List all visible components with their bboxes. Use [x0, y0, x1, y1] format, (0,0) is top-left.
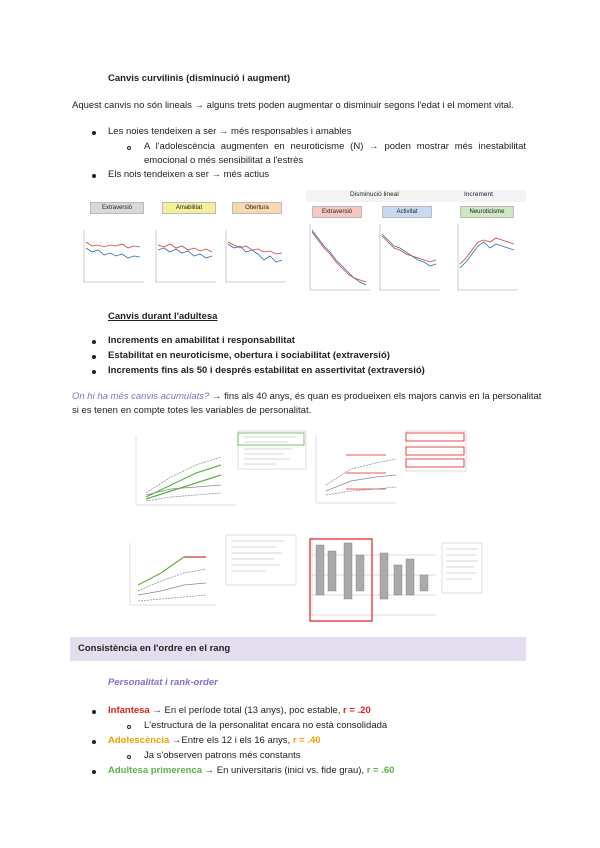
rank-item-childhood — [108, 704, 371, 718]
group-title-increase: Increment — [464, 191, 493, 198]
bullet-dot — [92, 340, 96, 344]
label-neuroticism: Neuroticisme — [460, 206, 514, 218]
heading-adulthood: Canvis durant l'adultesa — [108, 311, 218, 322]
rank-item-early-adulthood — [108, 764, 394, 778]
subheading-rank-order: Personalitat i rank-order — [108, 677, 218, 688]
group-title-decrease: Disminució lineal — [350, 191, 399, 198]
section-title: Consistència en l'ordre en el rang — [78, 643, 231, 654]
bullet-girls: Les noies tendeixen a ser → més responsables i amables — [108, 126, 352, 137]
rank-sub-adolescence: Ja s'observen patrons més constants — [144, 750, 301, 761]
bullet-dot — [92, 131, 96, 135]
bullet-adult-2: Estabilitat en neuroticisme, obertura i sociabilitat (extraversió) — [108, 350, 390, 361]
intro-paragraph: Aquest canvis no són lineals → alguns trets poden augmentar o disminuir segons l'edat i el moment vital. — [72, 100, 514, 111]
rank-label-childhood: Infantesa — [108, 705, 150, 716]
rank-sub-childhood: L'estructura de la personalitat encara no està consolidada — [144, 720, 388, 731]
label-openness: Obertura — [232, 202, 282, 214]
sub-bullet-circle — [127, 146, 131, 150]
figure-cumulative-changes — [116, 425, 486, 635]
bullet-adult-1: Increments en amabilitat i responsabilitat — [108, 335, 295, 346]
bullet-boys: Els nois tendeixen a ser → més actius — [108, 169, 270, 180]
rank-r-childhood: r = .20 — [343, 705, 371, 716]
bullet-dot — [92, 740, 96, 744]
bullet-dot — [92, 174, 96, 178]
sub-bullet-circle — [127, 755, 131, 759]
rank-item-adolescence — [108, 734, 321, 748]
bullet-dot — [92, 370, 96, 374]
label-agreeableness: Amabilitat — [162, 202, 216, 214]
section-header-bar — [70, 637, 526, 661]
rank-text-childhood: → En el període total (13 anys), poc estable, — [149, 705, 343, 716]
question-answer: → fins als 40 anys, és quan es produeixen els majors canvis en la personalitat — [209, 391, 542, 402]
label-extraversion-2: Extraversió — [312, 206, 362, 218]
question-line1 — [72, 390, 541, 404]
label-extraversion: Extraversió — [90, 202, 144, 214]
cumulative-charts — [116, 425, 486, 635]
figure-personality-trends — [74, 190, 526, 298]
bullet-dot — [92, 710, 96, 714]
rank-text-early-adulthood: → En universitaris (inici vs. fide grau), — [201, 765, 367, 776]
bullet-dot — [92, 355, 96, 359]
bullet-adult-3: Increments fins als 50 i després estabilitat en assertivitat (extraversió) — [108, 365, 425, 376]
label-activity: Activitat — [382, 206, 432, 218]
rank-label-early-adulthood: Adultesa primerenca — [108, 765, 202, 776]
rank-r-early-adulthood: r = .60 — [366, 765, 395, 776]
question-line2: si es tenen en compte totes les variables de personalitat. — [72, 405, 312, 416]
rank-r-adolescence: r = .40 — [292, 735, 321, 746]
sub-bullet-circle — [127, 725, 131, 729]
sub-bullet-adolescence-line1: A l'adolescència augmenten en neuroticisme (N) → poden mostrar més inestabilitat — [144, 141, 526, 152]
sub-bullet-adolescence-line2: emocional o més sensibilitat a l'estrès — [144, 155, 304, 166]
bullet-dot — [92, 770, 96, 774]
heading-curvilinear: Canvis curvilinis (disminució i augment) — [108, 73, 291, 84]
question-text: On hi ha més canvis acumulats? — [72, 391, 210, 402]
trend-lines — [74, 190, 526, 298]
rank-label-adolescence: Adolescència — [108, 735, 170, 746]
rank-text-adolescence: →Entre els 12 i els 16 anys, — [169, 735, 293, 746]
